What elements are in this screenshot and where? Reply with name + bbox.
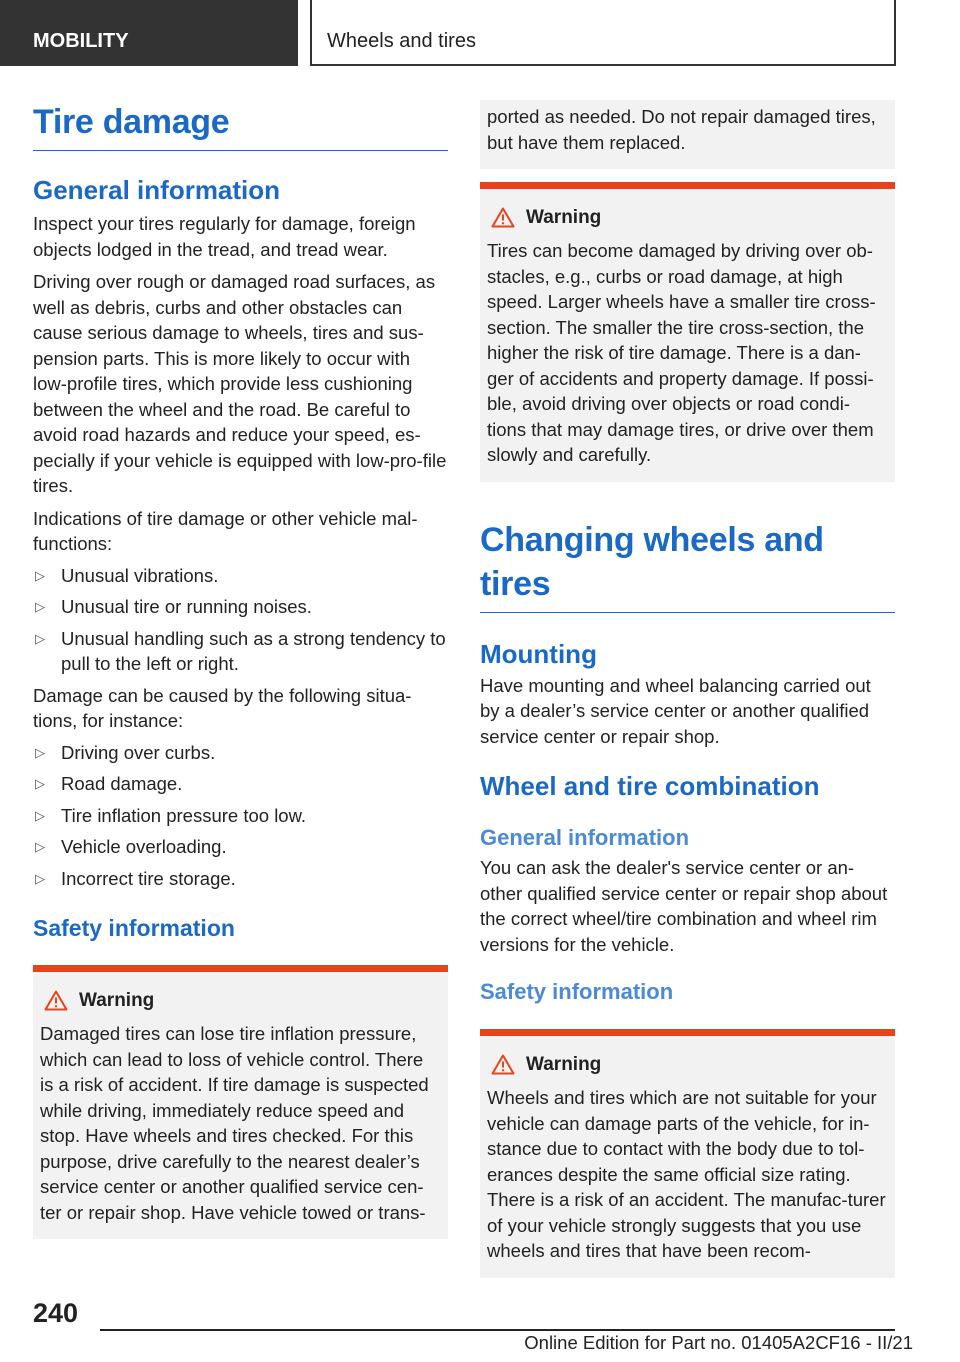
footer-divider (100, 1329, 895, 1331)
section-tab: MOBILITY (0, 0, 298, 66)
warning-triangle-icon (491, 207, 515, 228)
warning-text: Damaged tires can lose tire inflation pressure, which can lead to loss of vehicle control. There is a risk of accident. If tire damage is suspected while driving, immediately reduce speed and stop. Have wheels and tires checked. For this purpose, drive carefully to the nearest dealer’s service center or another qualified service cen‐ter or repair shop. Have vehicle towed or trans‐ (40, 1023, 429, 1223)
general-information-subheading: General information (480, 825, 690, 850)
chapter-tab: Wheels and tires (310, 0, 896, 66)
list-item: ▷ Road damage. (33, 771, 448, 797)
triangle-right-icon: ▷ (35, 870, 45, 886)
list-item: ▷ Unusual handling such as a strong tendency to pull to the left or right. (35, 627, 446, 674)
right-column (480, 100, 895, 1278)
edition-text: Online Edition for Part no. 01405A2CF16 - II/21 (524, 1332, 913, 1353)
warning-title: Warning (487, 203, 887, 233)
continued-warning-text: ported as needed. Do not repair damaged tires, but have them replaced. (487, 106, 876, 153)
triangle-right-icon: ▷ (35, 567, 45, 583)
situations-list (33, 740, 448, 892)
general-paragraph: You can ask the dealer's service center or an‐other qualified service center or repair shop about the correct wheel/tire combination and wheel rim versions for the vehicle. (480, 857, 888, 955)
triangle-right-icon: ▷ (35, 839, 45, 854)
wheel-tire-combination-heading: Wheel and tire combination (480, 771, 820, 801)
warning-box (480, 1029, 895, 1278)
triangle-right-icon: ▷ (35, 630, 45, 646)
indications-list (33, 563, 448, 677)
warning-triangle-icon (44, 990, 68, 1011)
road-surface-paragraph: Driving over rough or damaged road surfaces, as well as debris, curbs and other obstacles can cause serious damage to wheels, tires and sus‐pension parts. This is more likely to occur with low-profile tires, which provide less cushioning between the wheel and the road. Be careful to avoid road hazards and reduce your speed, es‐pecially if your vehicle is equipped with low-pro‐file tires. (33, 271, 447, 496)
list-item: ▷ Vehicle overloading. (33, 834, 448, 860)
page-header (0, 0, 960, 66)
warning-title: Warning (40, 986, 440, 1016)
mounting-paragraph: Have mounting and wheel balancing carried out by a dealer’s service center or another qualified service center or repair shop. (480, 674, 871, 747)
general-information-heading: General information (33, 175, 281, 205)
safety-information-subheading: Safety information (480, 979, 674, 1004)
warning-text: Wheels and tires which are not suitable for your vehicle can damage parts of the vehicle, for in‐stance due to contact with the body due to tol‐erances despite the same official size rating. There is a risk of an accident. The manufac‐turer of your vehicle strongly suggests that you use wheels and tires that have been recom‐ (487, 1087, 886, 1261)
warning-box (480, 182, 895, 482)
list-item: ▷ Unusual vibrations. (33, 563, 448, 589)
warning-box (33, 965, 448, 1239)
changing-wheels-title: Changing wheels and tires (480, 518, 895, 613)
warning-title: Warning (487, 1050, 887, 1080)
mounting-heading: Mounting (480, 638, 597, 669)
triangle-right-icon: ▷ (35, 807, 45, 823)
inspect-paragraph: Inspect your tires regularly for damage, foreign objects lodged in the tread, and tread wear. (33, 213, 416, 260)
list-item: ▷ Tire inflation pressure too low. (33, 803, 448, 829)
triangle-right-icon: ▷ (35, 599, 45, 614)
left-column (33, 100, 448, 1239)
situations-intro: Damage can be caused by the following situa‐tions, for instance: (33, 684, 412, 731)
triangle-right-icon: ▷ (35, 776, 45, 791)
warning-text: Tires can become damaged by driving over ob‐stacles, e.g., curbs or road damage, at high speed. Larger wheels have a smaller tire cross-section. The smaller the tire cross-section, the higher the risk of tire damage. There is a dan‐ger of accidents and property damage. If possi‐ble, avoid driving over objects or road condi‐tions that may damage tires, or drive over them slowly and carefully. (487, 240, 876, 465)
indications-intro: Indications of tire damage or other vehicle mal‐functions: (33, 507, 418, 554)
tire-damage-title: Tire damage (33, 100, 448, 151)
list-item: ▷ Driving over curbs. (33, 740, 448, 766)
list-item: ▷ Incorrect tire storage. (33, 866, 448, 892)
warning-triangle-icon (491, 1054, 515, 1075)
warning-continuation (480, 100, 895, 169)
list-item: ▷ Unusual tire or running noises. (33, 594, 448, 620)
safety-information-heading: Safety information (33, 915, 235, 941)
page-number: 240 (33, 1298, 79, 1328)
triangle-right-icon: ▷ (35, 744, 45, 760)
